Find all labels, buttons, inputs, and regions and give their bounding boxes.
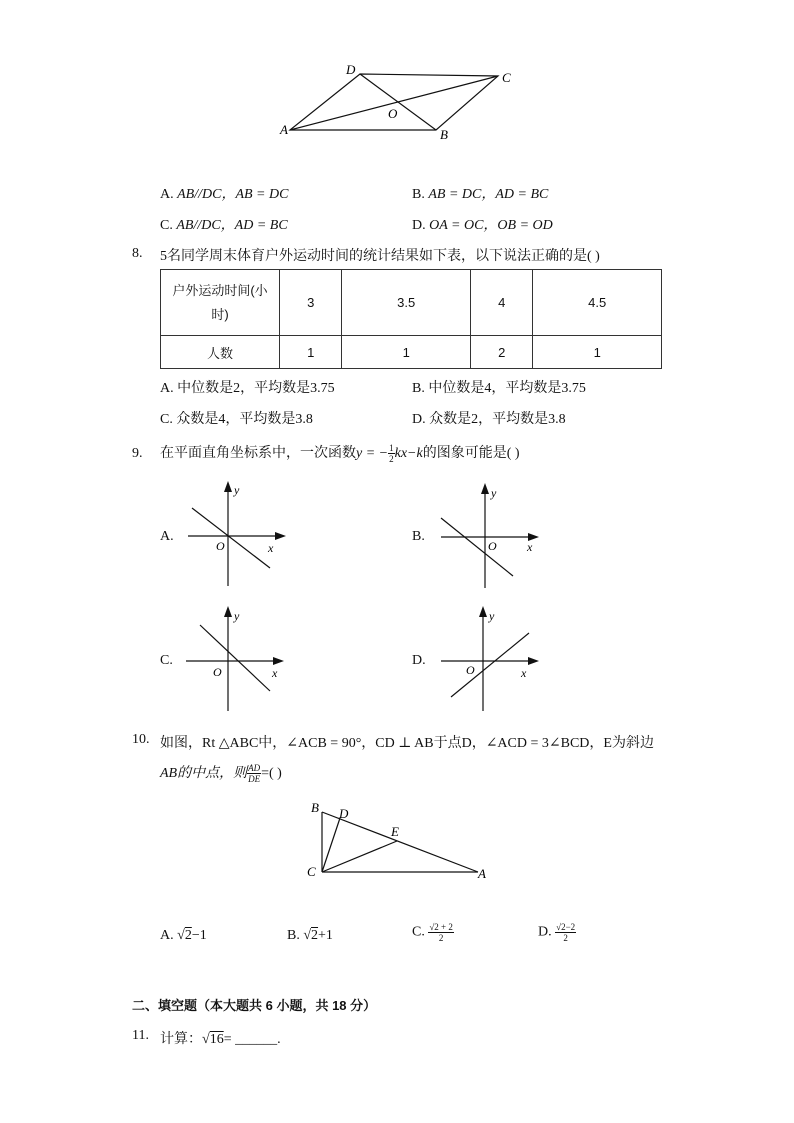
- q8-number: 8.: [132, 246, 143, 261]
- q7-option-a[interactable]: [160, 183, 288, 203]
- table-header-label: 户外运动时间(小 时): [161, 270, 280, 336]
- axis-label-y: y: [234, 483, 240, 497]
- q7-option-c[interactable]: [160, 214, 288, 234]
- option-text: OA = OC，OB = OD: [429, 218, 553, 233]
- parallelogram-figure: [270, 60, 520, 145]
- fraction: $\frac{AD}{DE}$: [248, 763, 261, 785]
- option-letter: C.: [160, 412, 173, 427]
- q9-graph-b: [435, 480, 545, 592]
- option-letter: A.: [160, 381, 174, 396]
- origin-label: O: [213, 665, 222, 679]
- label-a: A: [280, 122, 288, 137]
- label-a: A: [478, 866, 486, 881]
- q8-stats-table: [160, 269, 662, 369]
- fraction: $\frac{√2 + 2}{2}$: [429, 922, 453, 943]
- triangle-figure: [300, 796, 500, 886]
- q9-option-d[interactable]: D.: [412, 653, 426, 668]
- q7-option-b[interactable]: [412, 183, 548, 203]
- q10-number: 10.: [132, 732, 150, 747]
- q10-option-c[interactable]: C. $\frac{√2 + 2}{2}$: [412, 922, 453, 943]
- table-cell: 1: [342, 336, 471, 369]
- label-c: C: [502, 70, 511, 85]
- label-o: O: [388, 106, 398, 121]
- table-cell: 3: [280, 270, 342, 336]
- label-e: E: [391, 824, 399, 839]
- section-title: 二、填空题（本大题共 6 小题，共 18 分）: [132, 998, 377, 1013]
- q9-option-b[interactable]: B.: [412, 529, 425, 544]
- q10-option-a[interactable]: A. √2−1: [160, 928, 207, 943]
- label-d: D: [339, 806, 349, 821]
- q11-text: 计算：√16= ______.: [160, 1032, 281, 1047]
- option-text: AB//DC，AB = DC: [177, 187, 289, 202]
- option-text: AB//DC，AD = BC: [176, 218, 288, 233]
- axis-label-x: x: [521, 666, 527, 680]
- option-text: 中位数是4，平均数是3.75: [428, 381, 586, 396]
- q10-option-d[interactable]: D. $\frac{√2-2}{2}$: [538, 922, 576, 943]
- axis-label-y: y: [234, 609, 240, 623]
- axis-label-y: y: [489, 609, 495, 623]
- table-cell: 3.5: [342, 270, 471, 336]
- option-letter: C.: [160, 218, 173, 233]
- option-letter: A.: [160, 187, 174, 202]
- option-text: 中位数是2，平均数是3.75: [177, 381, 335, 396]
- q8-option-d[interactable]: [412, 408, 566, 428]
- q9-graph-d: [435, 603, 545, 715]
- q9-stem: 在平面直角坐标系中，一次函数y = − $\frac{1}{2}$ kx−k的图象可能是( ): [160, 443, 520, 465]
- answer-blank[interactable]: = ______.: [223, 1032, 281, 1047]
- origin-label: O: [216, 539, 225, 553]
- q9-graph-a: [180, 478, 290, 590]
- option-letter: D.: [412, 218, 426, 233]
- option-letter: D.: [412, 412, 426, 427]
- q7-option-d[interactable]: [412, 214, 553, 234]
- fraction: $\frac{√2-2}{2}$: [556, 922, 576, 943]
- q8-stem: 5名同学周末体育户外运动时间的统计结果如下表，以下说法正确的是( ): [160, 249, 600, 264]
- table-cell: 4: [470, 270, 532, 336]
- option-text: 众数是2，平均数是3.8: [429, 412, 566, 427]
- q10-option-b[interactable]: B. √2+1: [287, 928, 333, 943]
- q10-line1: 如图，Rt △ABC中，∠ACB = 90°，CD ⊥ AB于点D，∠ACD = 3∠BCD，E为斜边: [160, 736, 654, 751]
- origin-label: O: [488, 539, 497, 553]
- option-text: 众数是4，平均数是3.8: [176, 412, 313, 427]
- origin-label: O: [466, 663, 475, 677]
- q8-option-a[interactable]: [160, 377, 335, 397]
- q9-option-a[interactable]: A.: [160, 529, 174, 544]
- q11-number: 11.: [132, 1028, 149, 1043]
- axis-label-x: x: [268, 541, 274, 555]
- axis-label-y: y: [491, 486, 497, 500]
- axis-label-x: x: [527, 540, 533, 554]
- label-d: D: [346, 62, 356, 77]
- option-text: AB = DC，AD = BC: [428, 187, 549, 202]
- q9-option-c[interactable]: C.: [160, 653, 173, 668]
- fraction: $\frac{1}{2}$: [389, 443, 394, 465]
- option-letter: B.: [412, 381, 425, 396]
- q8-option-c[interactable]: [160, 408, 313, 428]
- option-letter: B.: [412, 187, 425, 202]
- label-b: B: [311, 800, 319, 815]
- table-row-label: 人数: [161, 336, 280, 369]
- q9-graph-c: [180, 603, 290, 715]
- table-cell: 1: [533, 336, 662, 369]
- q8-option-b[interactable]: [412, 377, 586, 397]
- q10-line2: AB的中点，则 $\frac{AD}{DE}$ =( ): [160, 763, 282, 785]
- label-b: B: [440, 127, 448, 142]
- table-cell: 1: [280, 336, 342, 369]
- axis-label-x: x: [272, 666, 278, 680]
- label-c: C: [307, 864, 316, 879]
- q9-number: 9.: [132, 446, 143, 461]
- table-cell: 4.5: [533, 270, 662, 336]
- table-cell: 2: [470, 336, 532, 369]
